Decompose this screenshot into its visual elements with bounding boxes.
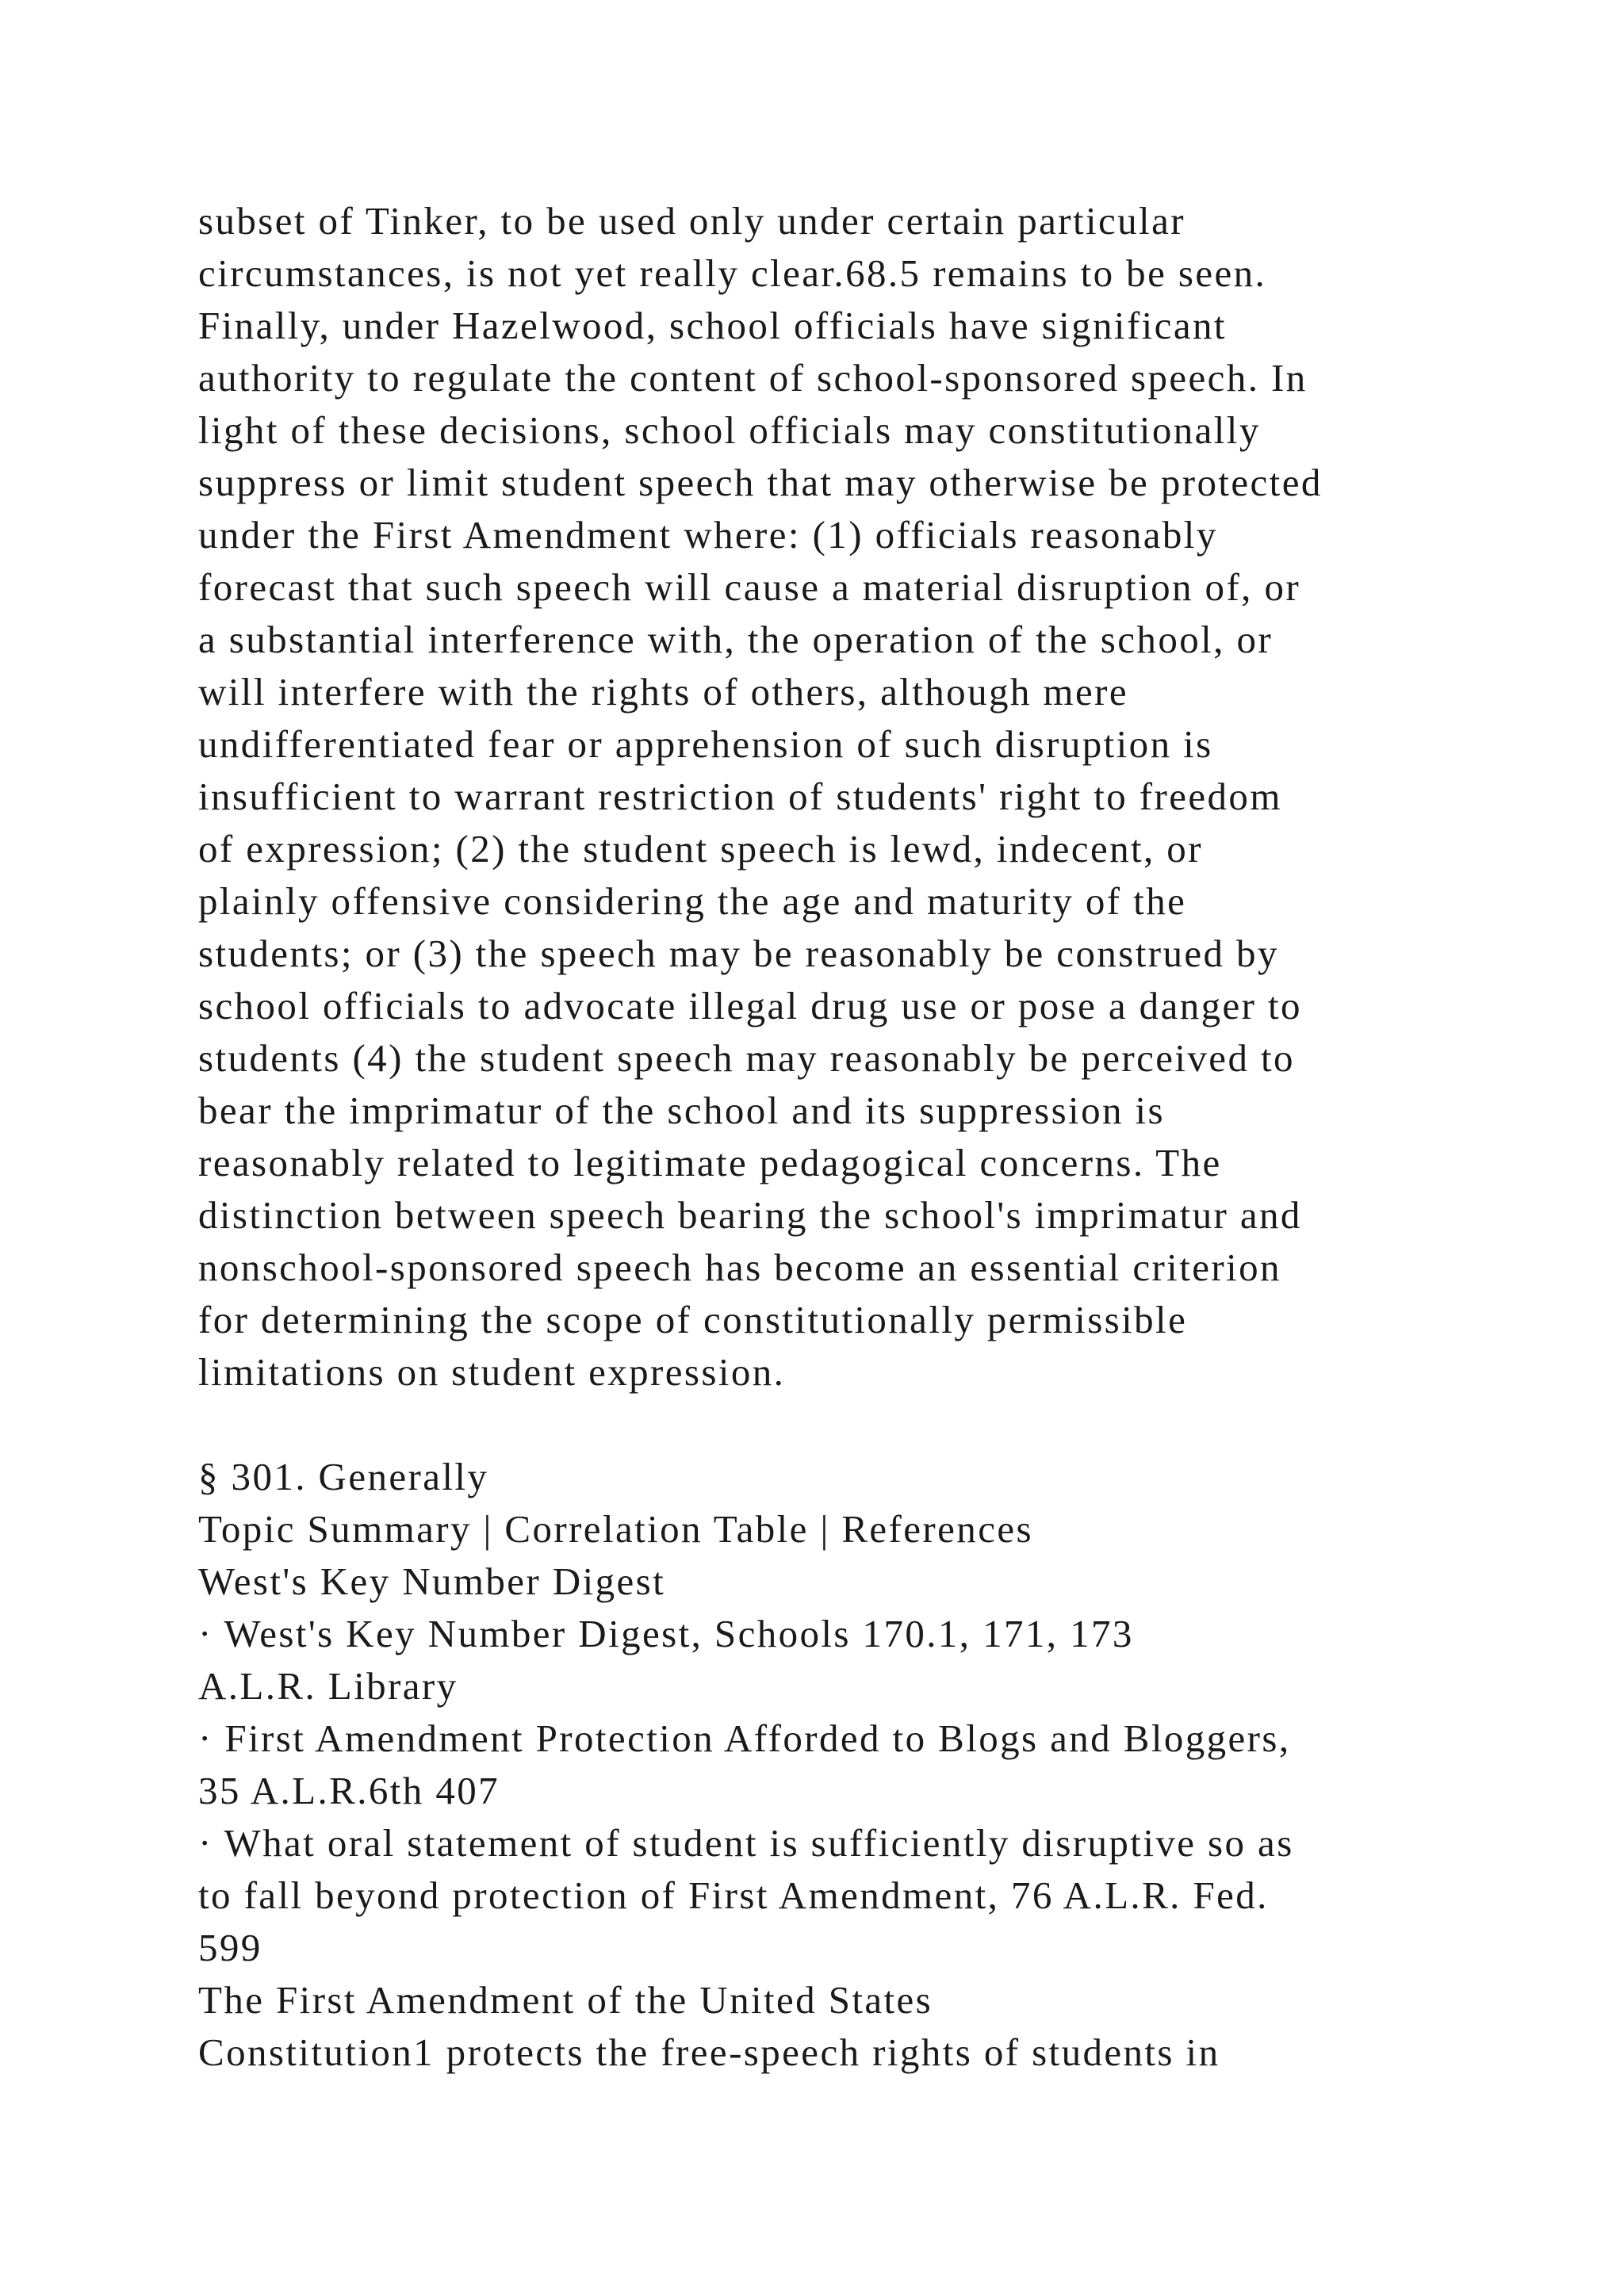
document-text bbox=[198, 195, 1483, 2079]
alr-library-heading: A.L.R. Library bbox=[198, 1664, 458, 1708]
paragraph-line: plainly offensive considering the age and maturity of the bbox=[198, 879, 1187, 923]
section-heading: § 301. Generally bbox=[198, 1455, 489, 1498]
paragraph-line: Finally, under Hazelwood, school officials have significant bbox=[198, 304, 1227, 347]
alr-reference-1: · First Amendment Protection Afforded to Blogs and Bloggers, bbox=[198, 1716, 1291, 1760]
paragraph-line: light of these decisions, school officials may constitutionally bbox=[198, 408, 1261, 452]
section-body-line: Constitution1 protects the free-speech rights of students in bbox=[198, 2030, 1220, 2074]
paragraph-spacer bbox=[198, 1399, 1483, 1451]
paragraph-line: authority to regulate the content of school-sponsored speech. In bbox=[198, 356, 1308, 400]
digest-heading: West's Key Number Digest bbox=[198, 1559, 666, 1603]
paragraph-line: suppress or limit student speech that may otherwise be protected bbox=[198, 461, 1323, 504]
paragraph-line: under the First Amendment where: (1) officials reasonably bbox=[198, 513, 1218, 557]
paragraph-line: for determining the scope of constitutionally permissible bbox=[198, 1298, 1188, 1341]
paragraph-line: nonschool-sponsored speech has become an essential criterion bbox=[198, 1246, 1281, 1289]
paragraph-line: insufficient to warrant restriction of students' right to freedom bbox=[198, 775, 1282, 818]
paragraph-line: circumstances, is not yet really clear.68.5 remains to be seen. bbox=[198, 251, 1267, 295]
section-body-line: The First Amendment of the United States bbox=[198, 1978, 933, 2022]
alr-reference-2-cont: to fall beyond protection of First Amendment, 76 A.L.R. Fed. bbox=[198, 1873, 1269, 1917]
paragraph-line: reasonably related to legitimate pedagogical concerns. The bbox=[198, 1141, 1222, 1184]
paragraph-line: bear the imprimatur of the school and its suppression is bbox=[198, 1089, 1166, 1132]
paragraph-line: students (4) the student speech may reasonably be perceived to bbox=[198, 1036, 1295, 1080]
paragraph-line: distinction between speech bearing the school's imprimatur and bbox=[198, 1193, 1302, 1237]
digest-reference: · West's Key Number Digest, Schools 170.1, 171, 173 bbox=[198, 1612, 1134, 1655]
paragraph-line: undifferentiated fear or apprehension of such disruption is bbox=[198, 722, 1213, 766]
alr-reference-2: · What oral statement of student is sufficiently disruptive so as bbox=[198, 1821, 1294, 1865]
paragraph-line: will interfere with the rights of others, although mere bbox=[198, 670, 1128, 714]
section-301 bbox=[198, 1451, 1483, 2079]
paragraph-line: limitations on student expression. bbox=[198, 1350, 786, 1394]
alr-reference-1-cont: 35 A.L.R.6th 407 bbox=[198, 1769, 500, 1812]
paragraph-line: a substantial interference with, the operation of the school, or bbox=[198, 618, 1274, 661]
paragraph-line: forecast that such speech will cause a material disruption of, or bbox=[198, 565, 1301, 609]
section-nav-links[interactable]: Topic Summary | Correlation Table | References bbox=[198, 1507, 1033, 1551]
paragraph-line: of expression; (2) the student speech is lewd, indecent, or bbox=[198, 827, 1203, 871]
alr-reference-2-cont: 599 bbox=[198, 1926, 262, 1969]
body-paragraph bbox=[198, 195, 1483, 1399]
paragraph-line: students; or (3) the speech may be reasonably be construed by bbox=[198, 932, 1279, 975]
paragraph-line: school officials to advocate illegal drug use or pose a danger to bbox=[198, 984, 1302, 1027]
paragraph-line: subset of Tinker, to be used only under certain particular bbox=[198, 199, 1185, 243]
